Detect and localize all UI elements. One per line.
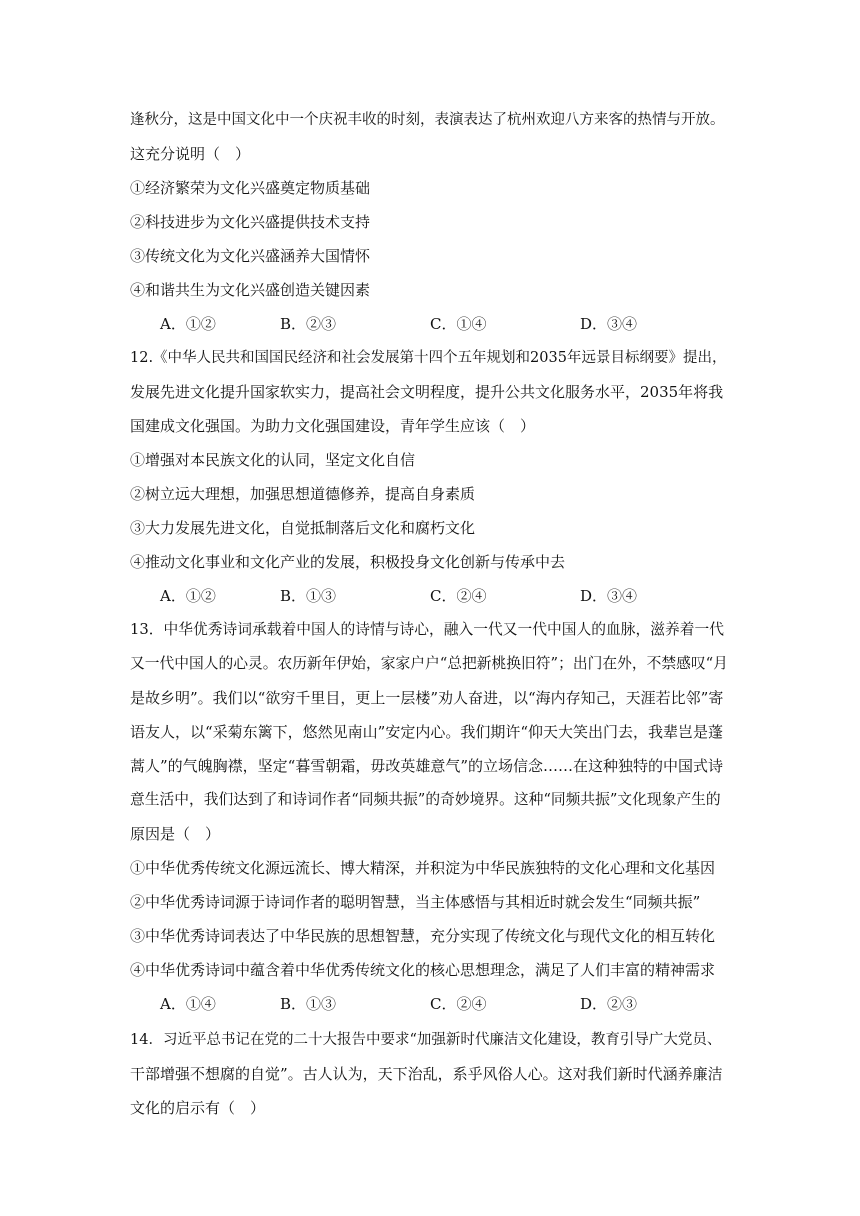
q11-option-a[interactable]: A．①② — [160, 315, 216, 333]
q13-option-b[interactable]: B．①③ — [280, 995, 337, 1013]
q11-options — [160, 314, 720, 334]
q13-statement-4: ④中华优秀诗词中蕴含着中华优秀传统文化的核心思想理念，满足了人们丰富的精神需求 — [130, 961, 716, 979]
q12-statement-3: ③大力发展先进文化，自觉抵制落后文化和腐朽文化 — [130, 519, 476, 537]
q13-option-c[interactable]: C．②④ — [430, 995, 487, 1013]
q11-statement-1: ①经济繁荣为文化兴盛奠定物质基础 — [130, 179, 371, 197]
q13-line-2: 又一代中国人的心灵。农历新年伊始，家家户户“总把新桃换旧符”；出门在外，不禁感叹“月 — [130, 655, 728, 672]
q13-line-5: 蒿人”的气魄胸襟，坚定“暮雪朝霜，毋改英雄意气”的立场信念……在这种独特的中国式诗 — [130, 757, 724, 775]
q12-option-b[interactable]: B．①③ — [280, 587, 337, 605]
q11-option-c[interactable]: C．①④ — [430, 315, 487, 333]
q12-statement-2: ②树立远大理想，加强思想道德修养，提高自身素质 — [130, 485, 476, 503]
q12-options — [160, 586, 720, 606]
q12-option-d[interactable]: D．③④ — [580, 587, 638, 605]
q11-statement-3: ③传统文化为文化兴盛涵养大国情怀 — [130, 247, 371, 265]
q14-line-1: 14．习近平总书记在党的二十大报告中要求“加强新时代廉洁文化建设，教育引导广大党员、 — [130, 1032, 722, 1048]
q13-option-d[interactable]: D．②③ — [580, 995, 638, 1013]
q11-statement-2: ②科技进步为文化兴盛提供技术支持 — [130, 213, 371, 231]
q13-statement-1: ①中华优秀传统文化源远流长、博大精深，并积淀为中华民族独特的文化心理和文化基因 — [130, 859, 716, 877]
q12-option-c[interactable]: C．②④ — [430, 587, 487, 605]
q13-line-4: 语友人，以“采菊东篱下，悠然见南山”安定内心。我们期许“仰天大笑出门去，我辈岂是蓬 — [130, 723, 724, 741]
q13-line-3: 是故乡明”。我们以“欲穷千里目，更上一层楼”劝人奋进，以“海内存知己，天涯若比邻”寄 — [130, 689, 724, 707]
q13-line-7: 原因是（ ） — [130, 825, 221, 843]
q11-option-d[interactable]: D．③④ — [580, 315, 638, 333]
q12-statement-4: ④推动文化事业和文化产业的发展，积极投身文化创新与传承中去 — [130, 553, 566, 571]
q12-line-3: 国建成文化强国。为助力文化强国建设，青年学生应该（ ） — [130, 417, 536, 435]
q11-statement-4: ④和谐共生为文化兴盛创造关键因素 — [130, 281, 371, 299]
q12-statement-1: ①增强对本民族文化的认同，坚定文化自信 — [130, 451, 416, 469]
q13-option-a[interactable]: A．①④ — [160, 995, 216, 1013]
q13-statement-3: ③中华优秀诗词表达了中华民族的思想智慧，充分实现了传统文化与现代文化的相互转化 — [130, 927, 716, 945]
q13-line-6: 意生活中，我们达到了和诗词作者“同频共振”的奇妙境界。这种“同频共振”文化现象产生的 — [130, 791, 721, 808]
q14-line-3: 文化的启示有（ ） — [130, 1099, 266, 1117]
q13-statement-2: ②中华优秀诗词源于诗词作者的聪明智慧，当主体感悟与其相近时就会发生“同频共振” — [130, 893, 701, 911]
q14-line-2: 干部增强不想腐的自觉”。古人认为，天下治乱，系乎风俗人心。这对我们新时代涵养廉洁 — [130, 1065, 723, 1083]
q12-option-a[interactable]: A．①② — [160, 587, 216, 605]
q11-option-b[interactable]: B．②③ — [280, 315, 337, 333]
q13-options — [160, 994, 720, 1014]
q11-line-1: 逢秋分，这是中国文化中一个庆祝丰收的时刻，表演表达了杭州欢迎八方来客的热情与开放。 — [130, 112, 725, 128]
q12-line-2: 发展先进文化提升国家软实力，提高社会文明程度，提升公共文化服务水平，2035年将我 — [130, 383, 724, 401]
q13-line-1: 13．中华优秀诗词承载着中国人的诗情与诗心，融入一代又一代中国人的血脉，滋养着一代 — [130, 621, 725, 638]
q12-line-1: 12.《中华人民共和国国民经济和社会发展第十四个五年规划和2035年远景目标纲要》提出， — [130, 350, 727, 366]
q11-line-2: 这充分说明（ ） — [130, 145, 251, 163]
